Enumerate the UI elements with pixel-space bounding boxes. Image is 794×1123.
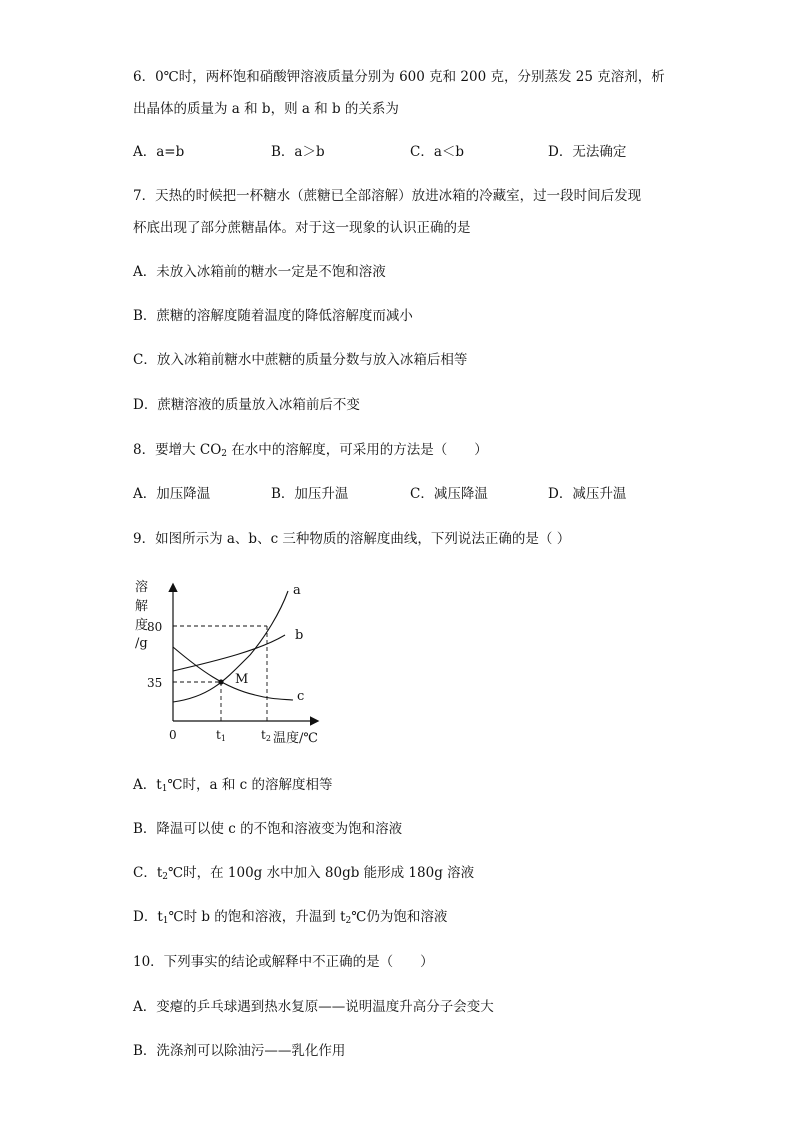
q9-option-d-text1: D．t [133,909,163,925]
y-tick-80: 80 [147,620,163,634]
x-tick-t1-sub: 1 [220,734,226,743]
q8-stem-prefix: 8．要增大 CO [133,442,222,458]
q9-option-a[interactable] [133,775,333,799]
curve-label-c: c [297,689,305,704]
q9-stem: 9．如图所示为 a、b、c 三种物质的溶解度曲线，下列说法正确的是（ ） [133,531,571,547]
q9-option-d-text2: ℃时 b 的饱和溶液，升温到 t [168,909,346,925]
q7-stem-line2: 杯底出现了部分蔗糖晶体。对于这一现象的认识正确的是 [133,220,471,236]
q7-stem-line1: 7．天热的时候把一杯糖水（蔗糖已全部溶解）放进冰箱的冷藏室，过一段时间后发现 [133,188,642,204]
q7-option-b[interactable]: B．蔗糖的溶解度随着温度的降低溶解度而减小 [133,308,413,324]
curve-label-b: b [295,628,304,643]
q9-option-c[interactable] [133,863,474,887]
q7-option-a[interactable]: A．未放入冰箱前的糖水一定是不饱和溶液 [133,264,386,280]
q6-option-d[interactable]: D．无法确定 [548,144,627,160]
q7-option-d[interactable]: D．蔗糖溶液的质量放入冰箱前后不变 [133,397,360,413]
solubility-curve-graph [125,575,345,750]
y-label-unit: /g [135,636,148,651]
q10-stem: 10．下列事实的结论或解释中不正确的是（ ） [133,954,434,970]
x-axis-label: 温度/℃ [273,731,318,746]
q9-option-d[interactable] [133,907,447,931]
q6-stem-line2: 出晶体的质量为 a 和 b，则 a 和 b 的关系为 [133,101,399,117]
q8-option-a[interactable]: A．加压降温 [133,486,211,502]
q9-option-d-text3: ℃仍为饱和溶液 [351,909,448,925]
q9-option-a-sub1: 1 [161,784,168,794]
point-m [218,679,223,684]
q6-option-a[interactable]: A．a=b [133,144,185,160]
y-tick-35: 35 [147,676,163,690]
q9-option-d-sub2: 2 [345,916,352,926]
q10-option-b[interactable]: B．洗涤剂可以除油污——乳化作用 [133,1043,346,1059]
q6-option-b[interactable]: B．a＞b [271,144,325,160]
q9-option-c-sub1: 2 [162,872,168,882]
q10-option-a[interactable]: A．变瘪的乒乓球遇到热水复原——说明温度升高分子会变大 [133,999,494,1015]
q9-option-c-text2: ℃时，在 100g 水中加入 80gb 能形成 180g 溶液 [168,865,475,881]
y-label-char-2: 解 [135,599,149,614]
q6-stem-line1: 6．0℃时，两杯饱和硝酸钾溶液质量分别为 600 克和 200 克，分别蒸发 25 克溶剂，析 [133,69,665,85]
y-label-char-1: 溶 [135,580,149,595]
q7-option-c[interactable]: C．放入冰箱前糖水中蔗糖的质量分数与放入冰箱后相等 [133,352,468,368]
q8-stem-suffix: 在水中的溶解度，可采用的方法是（ ） [227,442,488,458]
point-m-label: M [235,672,249,687]
q8-stem [133,440,488,464]
y-label-char-3: 度 [135,618,149,633]
curve-label-a: a [293,583,301,598]
origin-label: 0 [169,728,177,742]
curve-c [173,647,293,700]
curve-b [173,635,285,671]
q9-option-a-text2: ℃时，a 和 c 的溶解度相等 [167,777,333,793]
q9-option-a-text1: A．t [133,777,162,793]
q9-option-b[interactable]: B．降温可以使 c 的不饱和溶液变为饱和溶液 [133,821,403,837]
q9-option-c-text1: C．t [133,865,163,881]
q8-stem-subscript: 2 [221,449,228,459]
q8-option-b[interactable]: B．加压升温 [271,486,349,502]
x-tick-t1-main: t [216,728,221,742]
q8-option-c[interactable]: C．减压降温 [410,486,488,502]
q6-option-c[interactable]: C．a＜b [410,144,465,160]
x-tick-t2-sub: 2 [265,734,271,743]
x-tick-t2 [261,728,271,743]
q9-option-d-sub1: 1 [162,916,169,926]
x-tick-t1 [216,728,226,743]
q8-option-d[interactable]: D．减压升温 [548,486,627,502]
curve-a [173,591,288,702]
x-tick-t2-main: t [261,728,266,742]
